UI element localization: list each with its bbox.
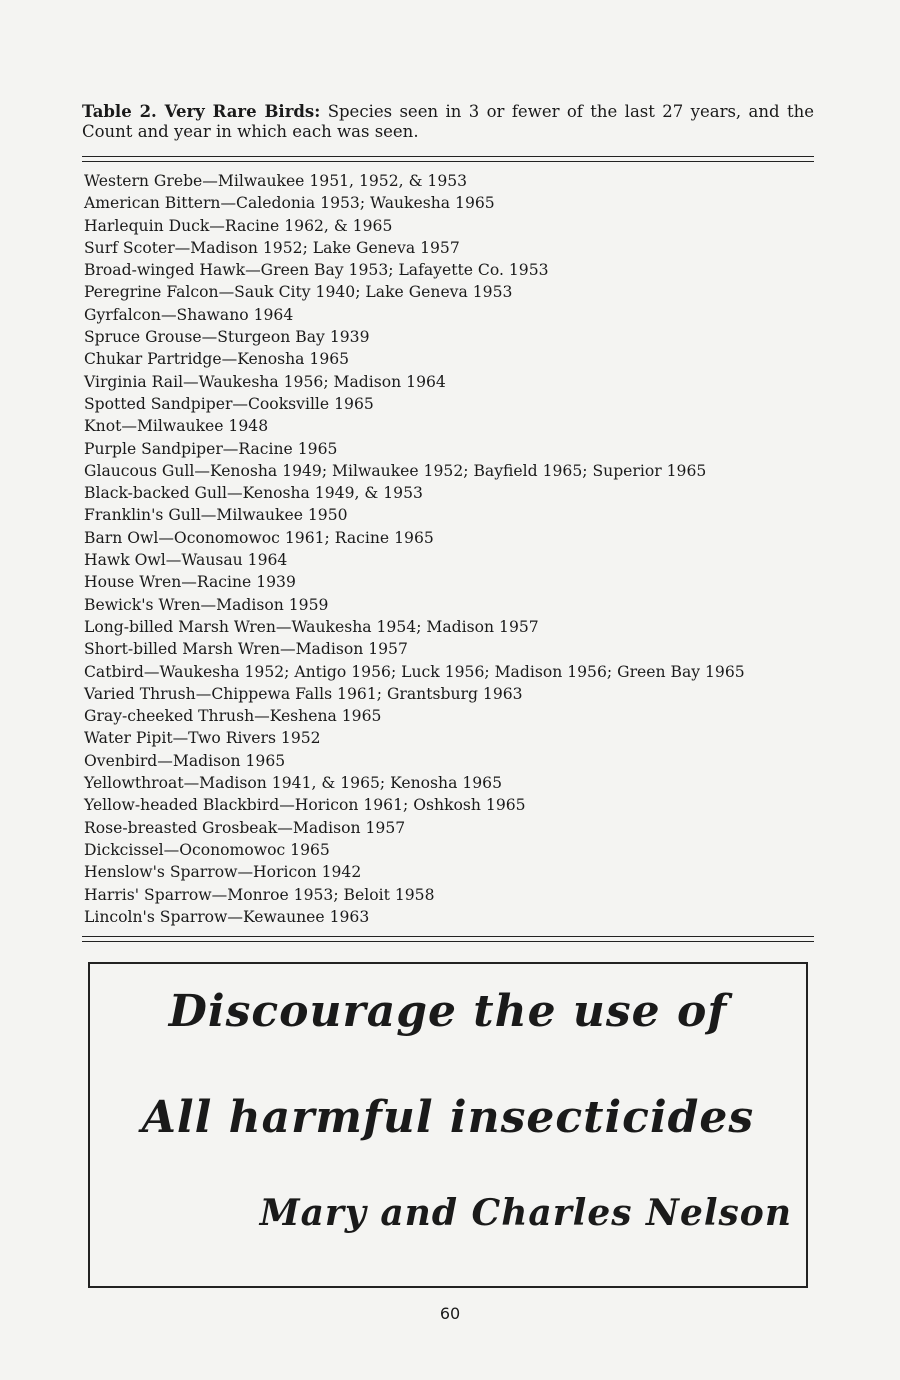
species-entry: Peregrine Falcon—Sauk City 1940; Lake Geneva 1953 <box>84 283 513 302</box>
species-entry: Catbird—Waukesha 1952; Antigo 1956; Luck 1956; Madison 1956; Green Bay 1965 <box>84 662 745 681</box>
species-entry: Purple Sandpiper—Racine 1965 <box>84 439 338 458</box>
notice-line-2: All harmful insecticides <box>141 1092 755 1143</box>
species-entry: Spruce Grouse—Sturgeon Bay 1939 <box>84 328 370 347</box>
species-entry: Virginia Rail—Waukesha 1956; Madison 1964 <box>84 372 446 391</box>
species-entry: Hawk Owl—Wausau 1964 <box>84 551 288 570</box>
table-caption <box>82 102 814 142</box>
species-entry: Yellow-headed Blackbird—Horicon 1961; Oshkosh 1965 <box>84 796 526 815</box>
species-entry: American Bittern—Caledonia 1953; Waukesha 1965 <box>84 194 495 213</box>
species-entry: Knot—Milwaukee 1948 <box>84 417 269 436</box>
species-entry: Yellowthroat—Madison 1941, & 1965; Kenosha 1965 <box>84 774 503 793</box>
species-entry: Spotted Sandpiper—Cooksville 1965 <box>84 394 374 413</box>
species-entry: Varied Thrush—Chippewa Falls 1961; Grantsburg 1963 <box>84 684 523 703</box>
table-caption-text: Species seen in 3 or fewer of the last 27 years, and the Count and year in which each was seen. <box>82 102 814 141</box>
species-entry: Glaucous Gull—Kenosha 1949; Milwaukee 1952; Bayfield 1965; Superior 1965 <box>84 461 707 480</box>
bottom-rule-lower <box>82 941 814 942</box>
species-entry: Lincoln's Sparrow—Kewaunee 1963 <box>84 907 370 926</box>
species-entry: Western Grebe—Milwaukee 1951, 1952, & 1953 <box>84 172 468 190</box>
species-entry: Franklin's Gull—Milwaukee 1950 <box>84 506 348 525</box>
page-number: 60 <box>439 1304 461 1323</box>
species-list <box>84 170 814 928</box>
species-entry: Harlequin Duck—Racine 1962, & 1965 <box>84 216 393 235</box>
bottom-rule-upper <box>82 936 814 937</box>
species-entry: Water Pipit—Two Rivers 1952 <box>84 729 321 748</box>
top-rule-lower <box>82 161 814 162</box>
table-caption-label: Table 2. Very Rare Birds: <box>82 102 321 121</box>
top-rule-upper <box>82 156 814 157</box>
notice-signature: Mary and Charles Nelson <box>259 1192 792 1234</box>
species-entry: Ovenbird—Madison 1965 <box>84 751 286 770</box>
species-entry: Long-billed Marsh Wren—Waukesha 1954; Madison 1957 <box>84 617 539 636</box>
species-entry: Rose-breasted Grosbeak—Madison 1957 <box>84 818 406 837</box>
species-entry: Harris' Sparrow—Monroe 1953; Beloit 1958 <box>84 885 435 904</box>
species-entry: Short-billed Marsh Wren—Madison 1957 <box>84 640 408 659</box>
species-entry: Gray-cheeked Thrush—Keshena 1965 <box>84 707 382 726</box>
species-entry: Bewick's Wren—Madison 1959 <box>84 595 329 614</box>
species-entry: House Wren—Racine 1939 <box>84 573 296 592</box>
notice-line-1: Discourage the use of <box>168 986 728 1037</box>
species-entry: Dickcissel—Oconomowoc 1965 <box>84 840 330 859</box>
species-entry: Broad-winged Hawk—Green Bay 1953; Lafayette Co. 1953 <box>84 261 549 280</box>
species-entry: Gyrfalcon—Shawano 1964 <box>84 305 294 324</box>
species-entry: Surf Scoter—Madison 1952; Lake Geneva 1957 <box>84 238 460 257</box>
species-entry: Barn Owl—Oconomowoc 1961; Racine 1965 <box>84 528 434 547</box>
species-entry: Henslow's Sparrow—Horicon 1942 <box>84 863 362 882</box>
species-entry: Black-backed Gull—Kenosha 1949, & 1953 <box>84 484 423 503</box>
species-entry: Chukar Partridge—Kenosha 1965 <box>84 350 350 369</box>
insecticide-notice-box <box>88 962 808 1288</box>
